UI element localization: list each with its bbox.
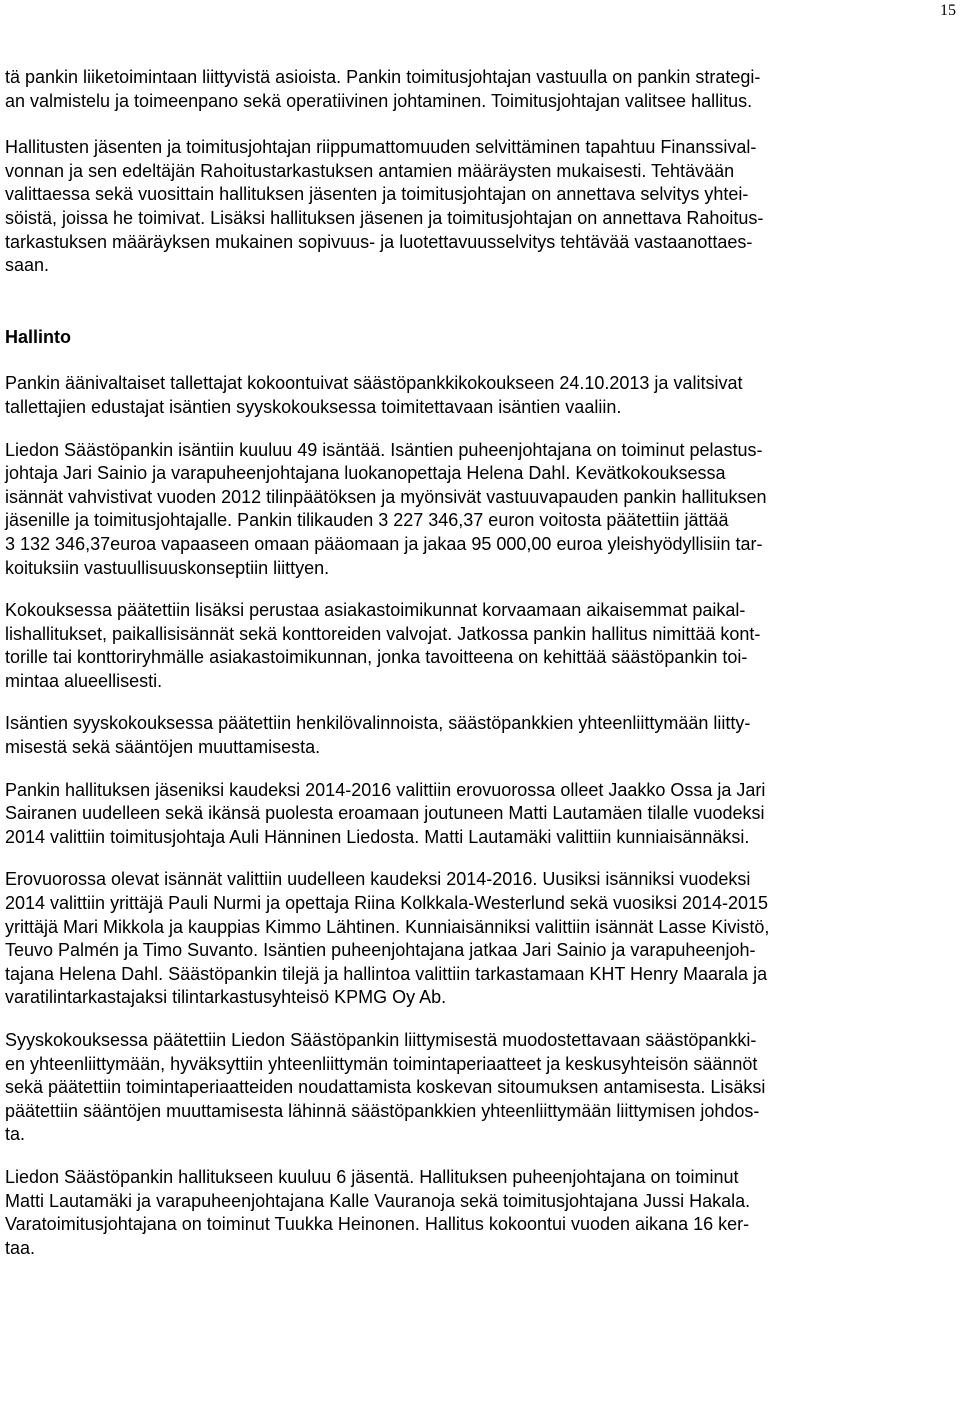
text-line: lishallitukset, paikallisisännät sekä konttoreiden valvojat. Jatkossa pankin hallitus nimittää kont- (5, 623, 761, 644)
text-line: Sairanen uudelleen sekä ikänsä puolesta eroamaan joutuneen Matti Lautamäen tilalle vuodeksi (5, 803, 765, 824)
text-line: vonnan ja sen edeltäjän Rahoitustarkastuksen antamien määräysten mukaisesti. Tehtävään (5, 160, 735, 181)
paragraph-trustees (5, 439, 953, 581)
text-line: Teuvo Palmén ja Timo Suvanto. Isäntien puheenjohtajana jatkaa Jari Sainio ja varapuheenjoh- (5, 940, 756, 961)
text-line: Varatoimitusjohtajana on toiminut Tuukka Heinonen. Hallitus kokoontui vuoden aikana 16 ker- (5, 1214, 750, 1235)
paragraph-savings-bank-meeting (5, 372, 953, 419)
text-line: Pankin äänivaltaiset tallettajat kokoontuivat säästöpankkikokoukseen 24.10.2013 ja valitsivat (5, 373, 743, 394)
paragraph-independence (5, 136, 953, 278)
text-line: valittaessa sekä vuosittain hallituksen jäsenten ja toimitusjohtajan on annettava selvitys yhtei- (5, 184, 749, 205)
text-line: tajana Helena Dahl. Säästöpankin tilejä ja hallintoa valittiin tarkastamaan KHT Henry Maarala ja (5, 963, 768, 984)
paragraph-amalgamation (5, 1029, 953, 1147)
text-line: isännät vahvistivat vuoden 2012 tilinpäätöksen ja myönsivät vastuuvapauden pankin hallituksen (5, 486, 767, 507)
text-line: Matti Lautamäki ja varapuheenjohtajana Kalle Vauranoja sekä toimitusjohtajana Jussi Hakala. (5, 1190, 751, 1211)
text-line: Hallitusten jäsenten ja toimitusjohtajan riippumattomuuden selvittäminen tapahtuu Finanssival- (5, 137, 757, 158)
text-line: an valmistelu ja toimeenpano sekä operatiivinen johtaminen. Toimitusjohtajan valitsee hallitus. (5, 90, 753, 111)
text-line: torille tai konttoriryhmälle asiakastoimikunnan, jonka tavoitteena on kehittää säästöpankin toi- (5, 647, 748, 668)
text-line: Liedon Säästöpankin hallitukseen kuuluu 6 jäsentä. Hallituksen puheenjohtajana on toiminut (5, 1166, 739, 1187)
text-line: Kokouksessa päätettiin lisäksi perustaa asiakastoimikunnat korvaamaan aikaisemmat paikal- (5, 600, 746, 621)
text-line: mintaa alueellisesti. (5, 670, 163, 691)
text-line: päätettiin sääntöjen muuttamisesta lähinnä säästöpankkien yhteenliittymään liittymisen johdos- (5, 1100, 760, 1121)
text-line: 2014 valittiin yrittäjä Pauli Nurmi ja opettaja Riina Kolkkala-Westerlund sekä vuosiksi 2014-2015 (5, 893, 769, 914)
paragraph-autumn-meeting (5, 712, 953, 759)
text-line: Erovuorossa olevat isännät valittiin uudelleen kaudeksi 2014-2016. Uusiksi isänniksi vuodeksi (5, 869, 751, 890)
text-line: ta. (5, 1124, 26, 1145)
text-line: Syyskokouksessa päätettiin Liedon Säästöpankin liittymisestä muodostettavaan säästöpankki- (5, 1030, 757, 1050)
text-line: johtaja Jari Sainio ja varapuheenjohtajana luokanopettaja Helena Dahl. Kevätkokouksessa (5, 463, 726, 484)
document-body (5, 66, 953, 1279)
paragraph-customer-committees (5, 599, 953, 693)
text-line: Isäntien syyskokouksessa päätettiin henkilövalinnoista, säästöpankkien yhteenliittymään liitty- (5, 713, 751, 734)
text-line: Liedon Säästöpankin isäntiin kuuluu 49 isäntää. Isäntien puheenjohtajana on toiminut pelastus- (5, 439, 763, 460)
text-line: tallettajien edustajat isäntien syyskokouksessa toimitettavaan isäntien vaaliin. (5, 396, 622, 417)
text-line: söistä, joissa he toimivat. Lisäksi hallituksen jäsenen ja toimitusjohtajan on annettava Rahoitus- (5, 207, 764, 228)
text-line: jäsenille ja toimitusjohtajalle. Pankin tilikauden 3 227 346,37 euron voitosta päätettiin jättää (5, 510, 729, 531)
text-line: misestä sekä sääntöjen muuttamisesta. (5, 737, 321, 758)
text-line: saan. (5, 255, 50, 276)
text-line: sekä päätettiin toimintaperiaatteiden noudattamista koskevan sitoumuksen antamisesta. Lisäksi (5, 1077, 766, 1098)
text-line: tä pankin liiketoimintaan liittyvistä asioista. Pankin toimitusjohtajan vastuulla on pankin strategi- (5, 67, 761, 87)
text-line: taa. (5, 1237, 36, 1258)
text-line: 3 132 346,37euroa vapaaseen omaan pääomaan ja jakaa 95 000,00 euroa yleishyödyllisiin tar- (5, 533, 763, 554)
paragraph-ceo-duties (5, 66, 953, 113)
paragraph-trustee-elections (5, 868, 953, 1010)
text-line: 2014 valittiin toimitusjohtaja Auli Hänninen Liedosta. Matti Lautamäki valittiin kunniaisännäksi. (5, 826, 750, 847)
paragraph-board-members (5, 779, 953, 850)
section-heading: Hallinto (5, 326, 71, 347)
text-line: koituksiin vastuullisuuskonseptiin liittyen. (5, 557, 330, 578)
paragraph-board-composition (5, 1166, 953, 1260)
text-line: Pankin hallituksen jäseniksi kaudeksi 2014-2016 valittiin erovuorossa olleet Jaakko Ossa ja Jari (5, 779, 766, 800)
text-line: en yhteenliittymään, hyväksyttiin yhteenliittymän toimintaperiaatteet ja keskusyhteisön säännöt (5, 1053, 758, 1074)
page-number: 15 (940, 2, 956, 19)
text-line: varatilintarkastajaksi tilintarkastusyhteisö KPMG Oy Ab. (5, 987, 447, 1008)
text-line: tarkastuksen määräyksen mukainen sopivuus- ja luotettavuusselvitys tehtävää vastaanottaes- (5, 231, 753, 252)
text-line: yrittäjä Mari Mikkola ja kauppias Kimmo Lähtinen. Kunniaisänniksi valittiin isännät Lasse Kivistö, (5, 916, 770, 937)
